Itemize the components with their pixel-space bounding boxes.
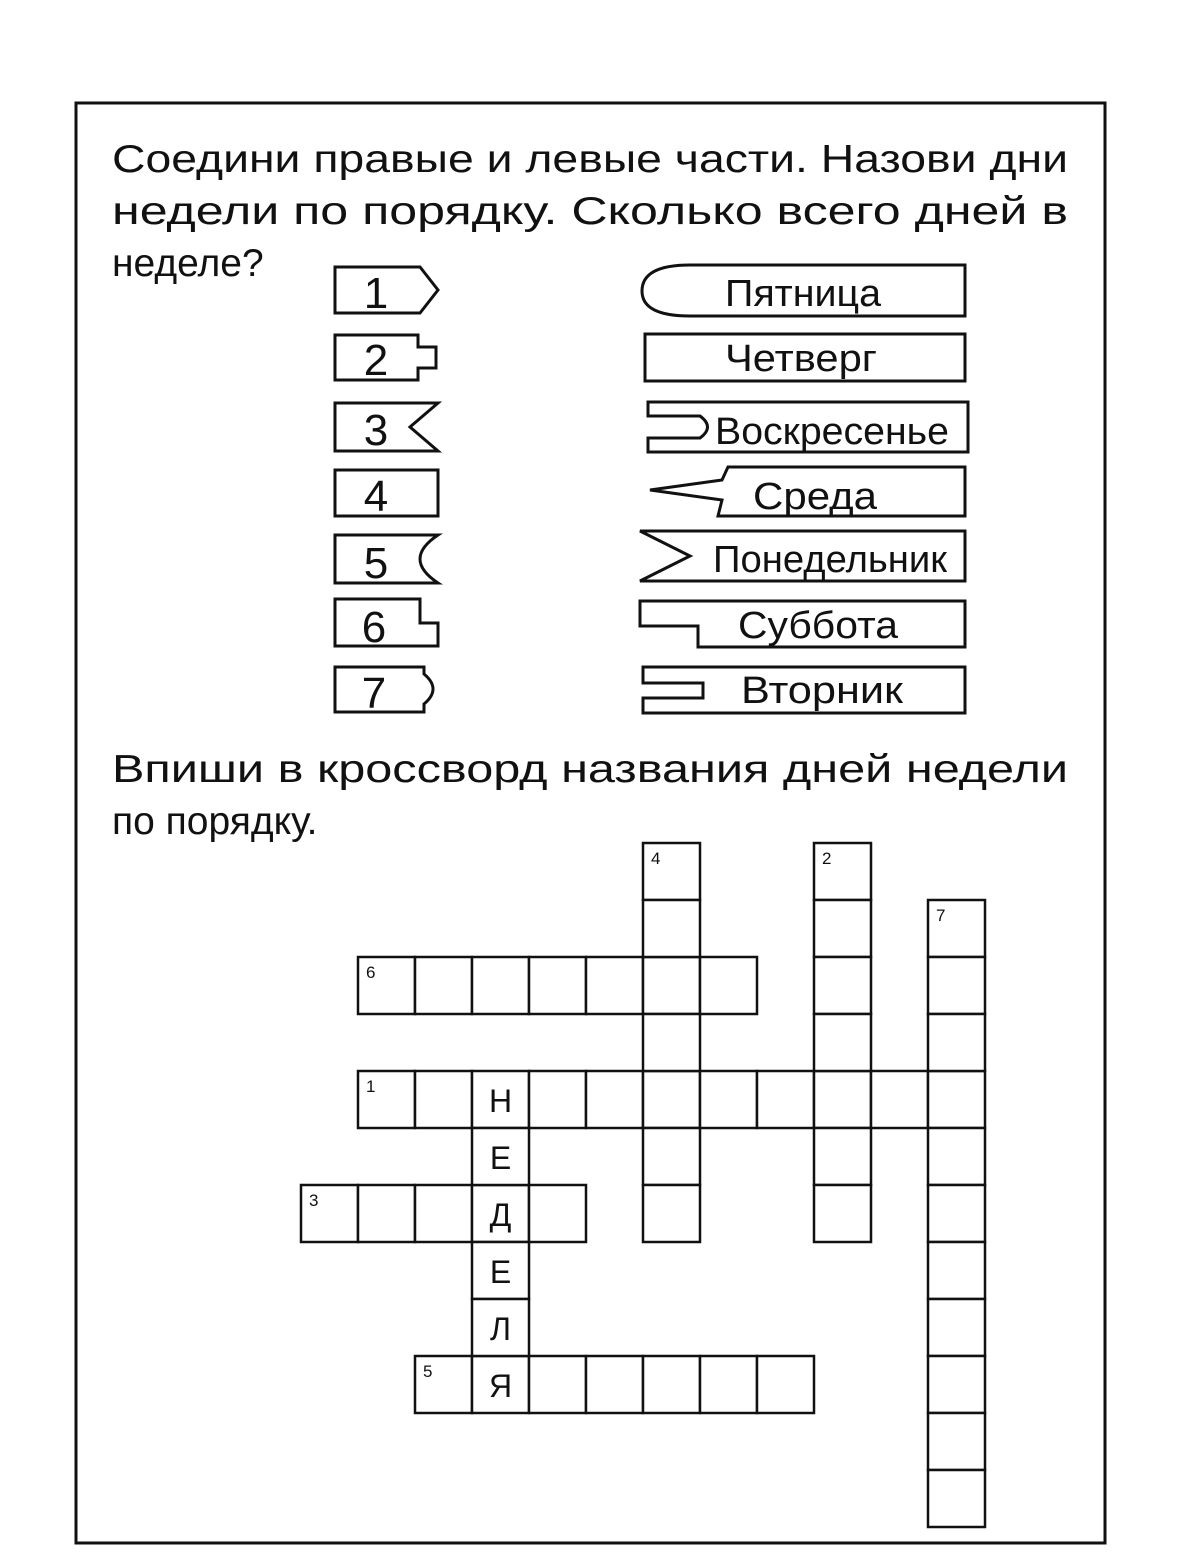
number-card-5 bbox=[335, 535, 438, 588]
number-card-4 bbox=[335, 470, 438, 521]
day-card-friday bbox=[642, 265, 965, 316]
crossword-cell[interactable] bbox=[415, 1071, 472, 1128]
crossword-cell[interactable] bbox=[814, 1071, 871, 1128]
crossword-cell[interactable] bbox=[643, 900, 700, 957]
clue-number: 7 bbox=[936, 906, 946, 925]
clue-number: 1 bbox=[366, 1077, 376, 1096]
key-word-letter: Д bbox=[489, 1197, 512, 1233]
number-card-3 bbox=[335, 403, 438, 455]
clue-number: 2 bbox=[822, 849, 832, 868]
task1-line3: неделе? bbox=[112, 242, 264, 285]
crossword-cell[interactable] bbox=[643, 1014, 700, 1071]
number-label: 5 bbox=[363, 539, 389, 588]
day-card-thursday bbox=[645, 334, 965, 381]
number-card-2 bbox=[335, 335, 436, 385]
crossword-cell[interactable] bbox=[928, 1470, 985, 1527]
number-card-6 bbox=[335, 599, 438, 652]
crossword-cell[interactable] bbox=[415, 1185, 472, 1242]
crossword-grid bbox=[301, 843, 985, 1527]
crossword-cell[interactable] bbox=[586, 1071, 643, 1128]
number-label: 6 bbox=[361, 603, 387, 652]
crossword-cell[interactable] bbox=[700, 1071, 757, 1128]
day-label: Среда bbox=[753, 476, 878, 518]
crossword-cell[interactable] bbox=[358, 1185, 415, 1242]
crossword-cell[interactable] bbox=[472, 957, 529, 1014]
day-label: Пятница bbox=[725, 273, 882, 315]
number-label: 1 bbox=[363, 269, 389, 318]
crossword-cell[interactable] bbox=[529, 1356, 586, 1413]
crossword-cell[interactable] bbox=[928, 1413, 985, 1470]
number-label: 3 bbox=[363, 406, 389, 455]
crossword-cell[interactable] bbox=[586, 1356, 643, 1413]
crossword-cell[interactable] bbox=[928, 1242, 985, 1299]
crossword-cell[interactable] bbox=[814, 1014, 871, 1071]
clue-number: 4 bbox=[651, 849, 661, 868]
crossword-cell[interactable] bbox=[814, 957, 871, 1014]
crossword-cell[interactable] bbox=[643, 1356, 700, 1413]
day-card-monday bbox=[640, 531, 965, 581]
day-label: Понедельник bbox=[713, 539, 948, 581]
crossword-cell[interactable] bbox=[586, 957, 643, 1014]
day-card-tuesday bbox=[643, 667, 965, 713]
crossword-cell[interactable] bbox=[928, 1071, 985, 1128]
crossword-cell[interactable] bbox=[928, 957, 985, 1014]
crossword-cell[interactable] bbox=[814, 1128, 871, 1185]
day-label: Вторник bbox=[741, 670, 904, 712]
key-word-letter: Е bbox=[489, 1140, 512, 1176]
crossword-cell[interactable] bbox=[529, 957, 586, 1014]
task1-line1: Соедини правые и левые части. Назови дни bbox=[112, 138, 1068, 181]
crossword-cell[interactable] bbox=[700, 1356, 757, 1413]
day-label: Воскресенье bbox=[715, 411, 949, 453]
clue-number: 6 bbox=[366, 963, 376, 982]
crossword-cell[interactable] bbox=[814, 900, 871, 957]
task2-line2: по порядку. bbox=[112, 800, 318, 843]
crossword-cell[interactable] bbox=[928, 1356, 985, 1413]
crossword-cell[interactable] bbox=[529, 1071, 586, 1128]
key-word-letter: Л bbox=[490, 1311, 511, 1347]
crossword-cell[interactable] bbox=[643, 957, 700, 1014]
crossword-cell[interactable] bbox=[643, 1185, 700, 1242]
number-label: 4 bbox=[363, 472, 389, 521]
crossword-cell[interactable] bbox=[928, 1128, 985, 1185]
crossword-cell[interactable] bbox=[700, 957, 757, 1014]
clue-number: 3 bbox=[309, 1191, 319, 1210]
day-card-wednesday bbox=[650, 467, 965, 518]
key-word-letter: Е bbox=[489, 1254, 512, 1290]
crossword-cell[interactable] bbox=[757, 1071, 814, 1128]
crossword-cell[interactable] bbox=[814, 1185, 871, 1242]
crossword-cell[interactable] bbox=[643, 1128, 700, 1185]
number-label: 7 bbox=[361, 669, 387, 718]
day-card-saturday bbox=[640, 601, 965, 647]
number-card-7 bbox=[335, 667, 433, 718]
key-word-letter: Я bbox=[488, 1368, 513, 1404]
number-label: 2 bbox=[363, 336, 389, 385]
task2-line1: Впиши в кроссворд названия дней недели bbox=[112, 748, 1068, 791]
crossword-cell[interactable] bbox=[928, 1299, 985, 1356]
crossword-cell[interactable] bbox=[871, 1071, 928, 1128]
crossword-cell[interactable] bbox=[928, 1014, 985, 1071]
day-label: Суббота bbox=[738, 605, 899, 647]
key-word-letter: Н bbox=[488, 1083, 513, 1119]
crossword-cell[interactable] bbox=[643, 1071, 700, 1128]
crossword-cell[interactable] bbox=[757, 1356, 814, 1413]
crossword-cell[interactable] bbox=[529, 1185, 586, 1242]
day-card-sunday bbox=[648, 402, 968, 453]
task1-line2: недели по порядку. Сколько всего дней в bbox=[112, 190, 1068, 233]
day-label: Четверг bbox=[725, 338, 877, 380]
crossword-cell[interactable] bbox=[928, 1185, 985, 1242]
crossword-cell[interactable] bbox=[415, 957, 472, 1014]
number-card-1 bbox=[335, 267, 438, 318]
clue-number: 5 bbox=[423, 1362, 433, 1381]
